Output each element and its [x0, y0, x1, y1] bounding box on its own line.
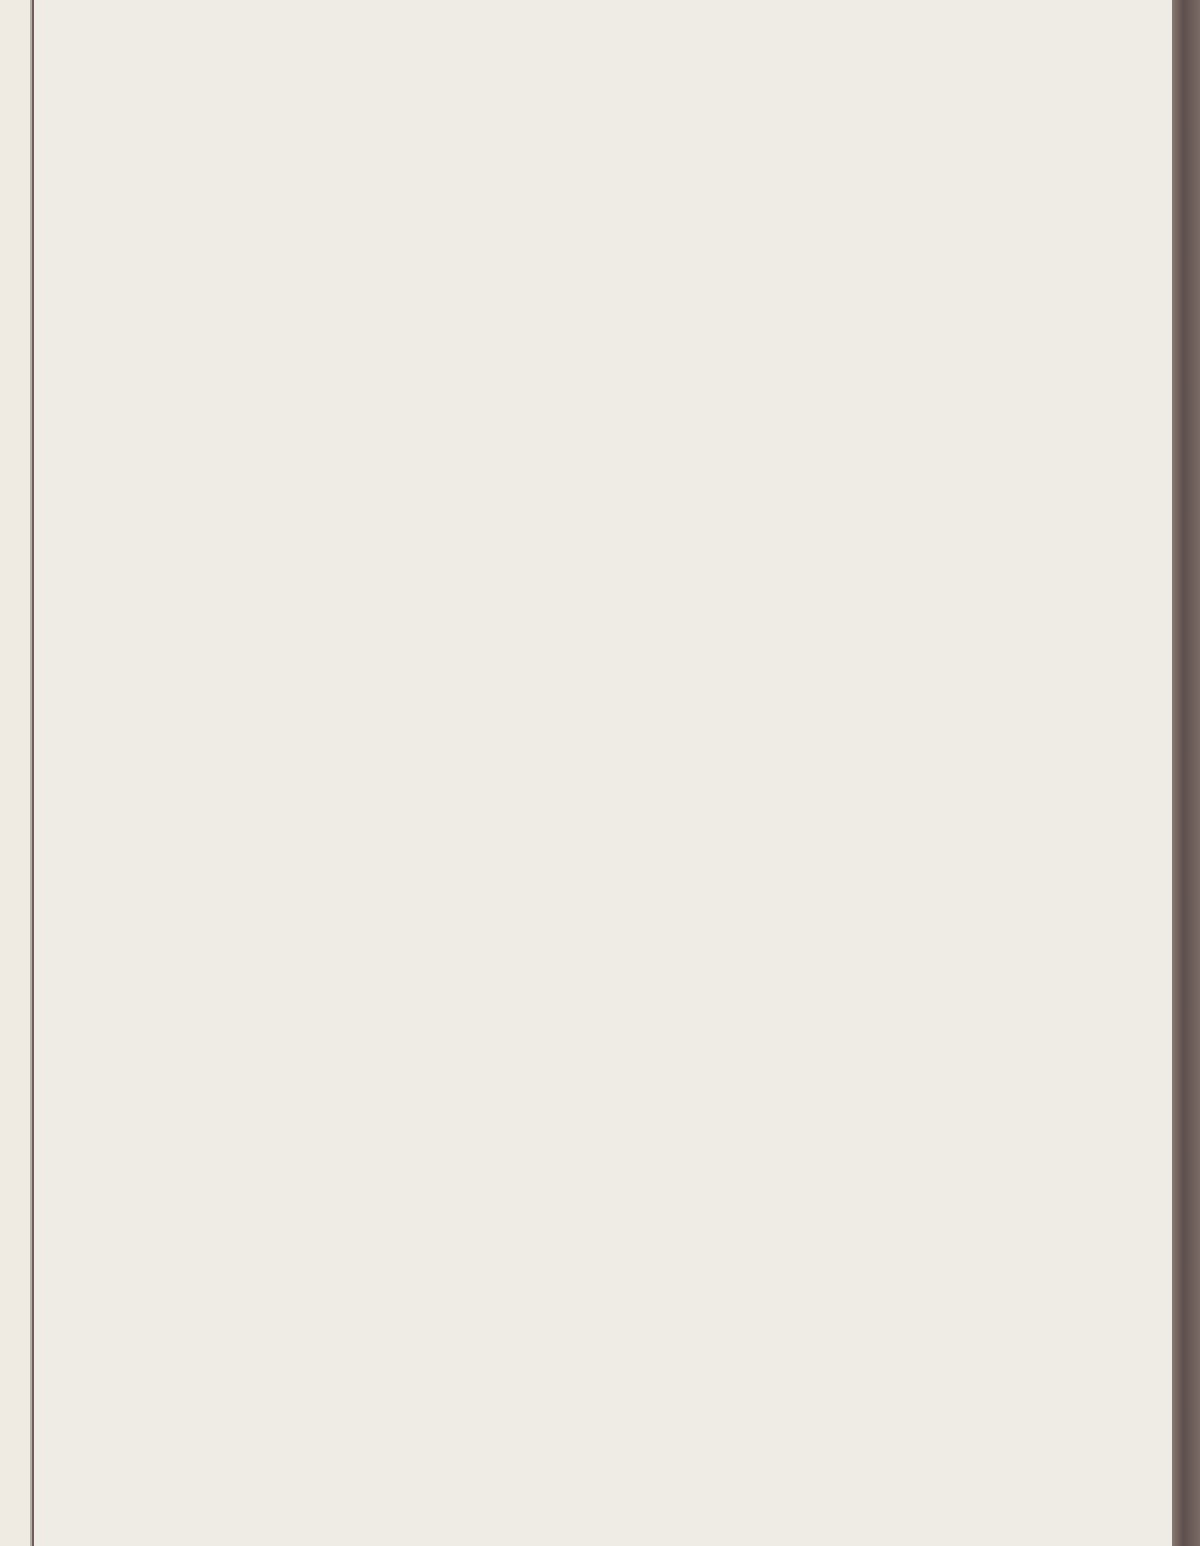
- facing-page-edge: [0, 0, 32, 1546]
- page-edge-shadow: [1172, 0, 1200, 1546]
- glossary-page: [34, 0, 1172, 1546]
